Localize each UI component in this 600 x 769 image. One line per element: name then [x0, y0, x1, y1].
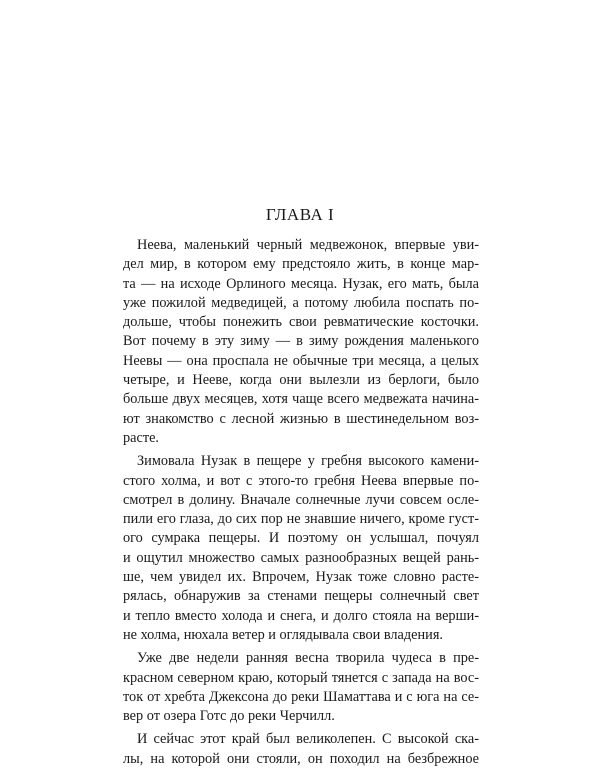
text-line: Зимовала Нузак в пещере у гребня высокого камени- [137, 453, 479, 470]
text-line: Неевы — она проспала не обычные три месяца, а целых [123, 352, 479, 369]
paragraph [123, 236, 479, 448]
paragraph [123, 649, 479, 726]
text-line: И сейчас этот край был великолепен. С высокой ска- [137, 731, 479, 748]
paragraph [123, 452, 479, 645]
text-line: красном северном краю, который тянется с запада на вос- [123, 669, 479, 686]
text-line: ого сумрака пещеры. И поэтому он услышал, почуял [123, 530, 479, 547]
text-line: четыре, и Нееве, когда они вылезли из берлоги, было [123, 372, 479, 389]
text-line: рялась, обнаружив за стенами пещеры солнечный свет [123, 588, 479, 605]
text-line: дольше, чтобы понежить свои ревматические косточки. [123, 314, 479, 331]
text-line: дел мир, в котором ему предстояло жить, в конце мар- [123, 256, 479, 273]
text-line: уже пожилой медведицей, а потому любила поспать по- [123, 294, 479, 311]
text-line: та — на исходе Орлиного месяца. Нузак, его мать, была [123, 275, 479, 292]
text-line: вер от озера Готс до реки Черчилл. [123, 708, 335, 725]
text-line: Уже две недели ранняя весна творила чудеса в пре- [137, 650, 479, 667]
chapter-title: ГЛАВА I [265, 205, 335, 224]
text-line: пили его глаза, до сих пор не знавшие ничего, кроме густ- [123, 511, 479, 528]
text-line: стого холма, и вот с этого-то гребня Неева впервые по- [123, 472, 479, 489]
text-line: лы, на которой они стояли, он походил на безбрежное [123, 750, 479, 767]
text-line: больше двух месяцев, хотя чаще всего медвежата начина- [123, 391, 479, 408]
text-line: ше, чем увидел их. Впрочем, Нузак тоже словно расте- [123, 569, 479, 586]
text-line: не холма, нюхала ветер и оглядывала свои владения. [123, 626, 443, 643]
text-line: ток от хребта Джексона до реки Шаматтава и с юга на се- [123, 688, 479, 705]
text-line: и тепло вместо холода и снега, и долго стояла на верши- [123, 607, 479, 624]
text-line: расте. [123, 429, 160, 446]
chapter-body [123, 236, 479, 769]
text-line: Вот почему в эту зиму — в зиму рождения маленького [123, 333, 479, 350]
text-line: Неева, маленький черный медвежонок, впервые уви- [137, 237, 479, 253]
text-line: ют знакомство с лесной жизнью в шестинедельном воз- [123, 410, 479, 427]
text-line: и ощутил множество самых разнообразных вещей рань- [123, 549, 479, 566]
text-line: смотрел в долину. Вначале солнечные лучи совсем осле- [123, 491, 479, 508]
